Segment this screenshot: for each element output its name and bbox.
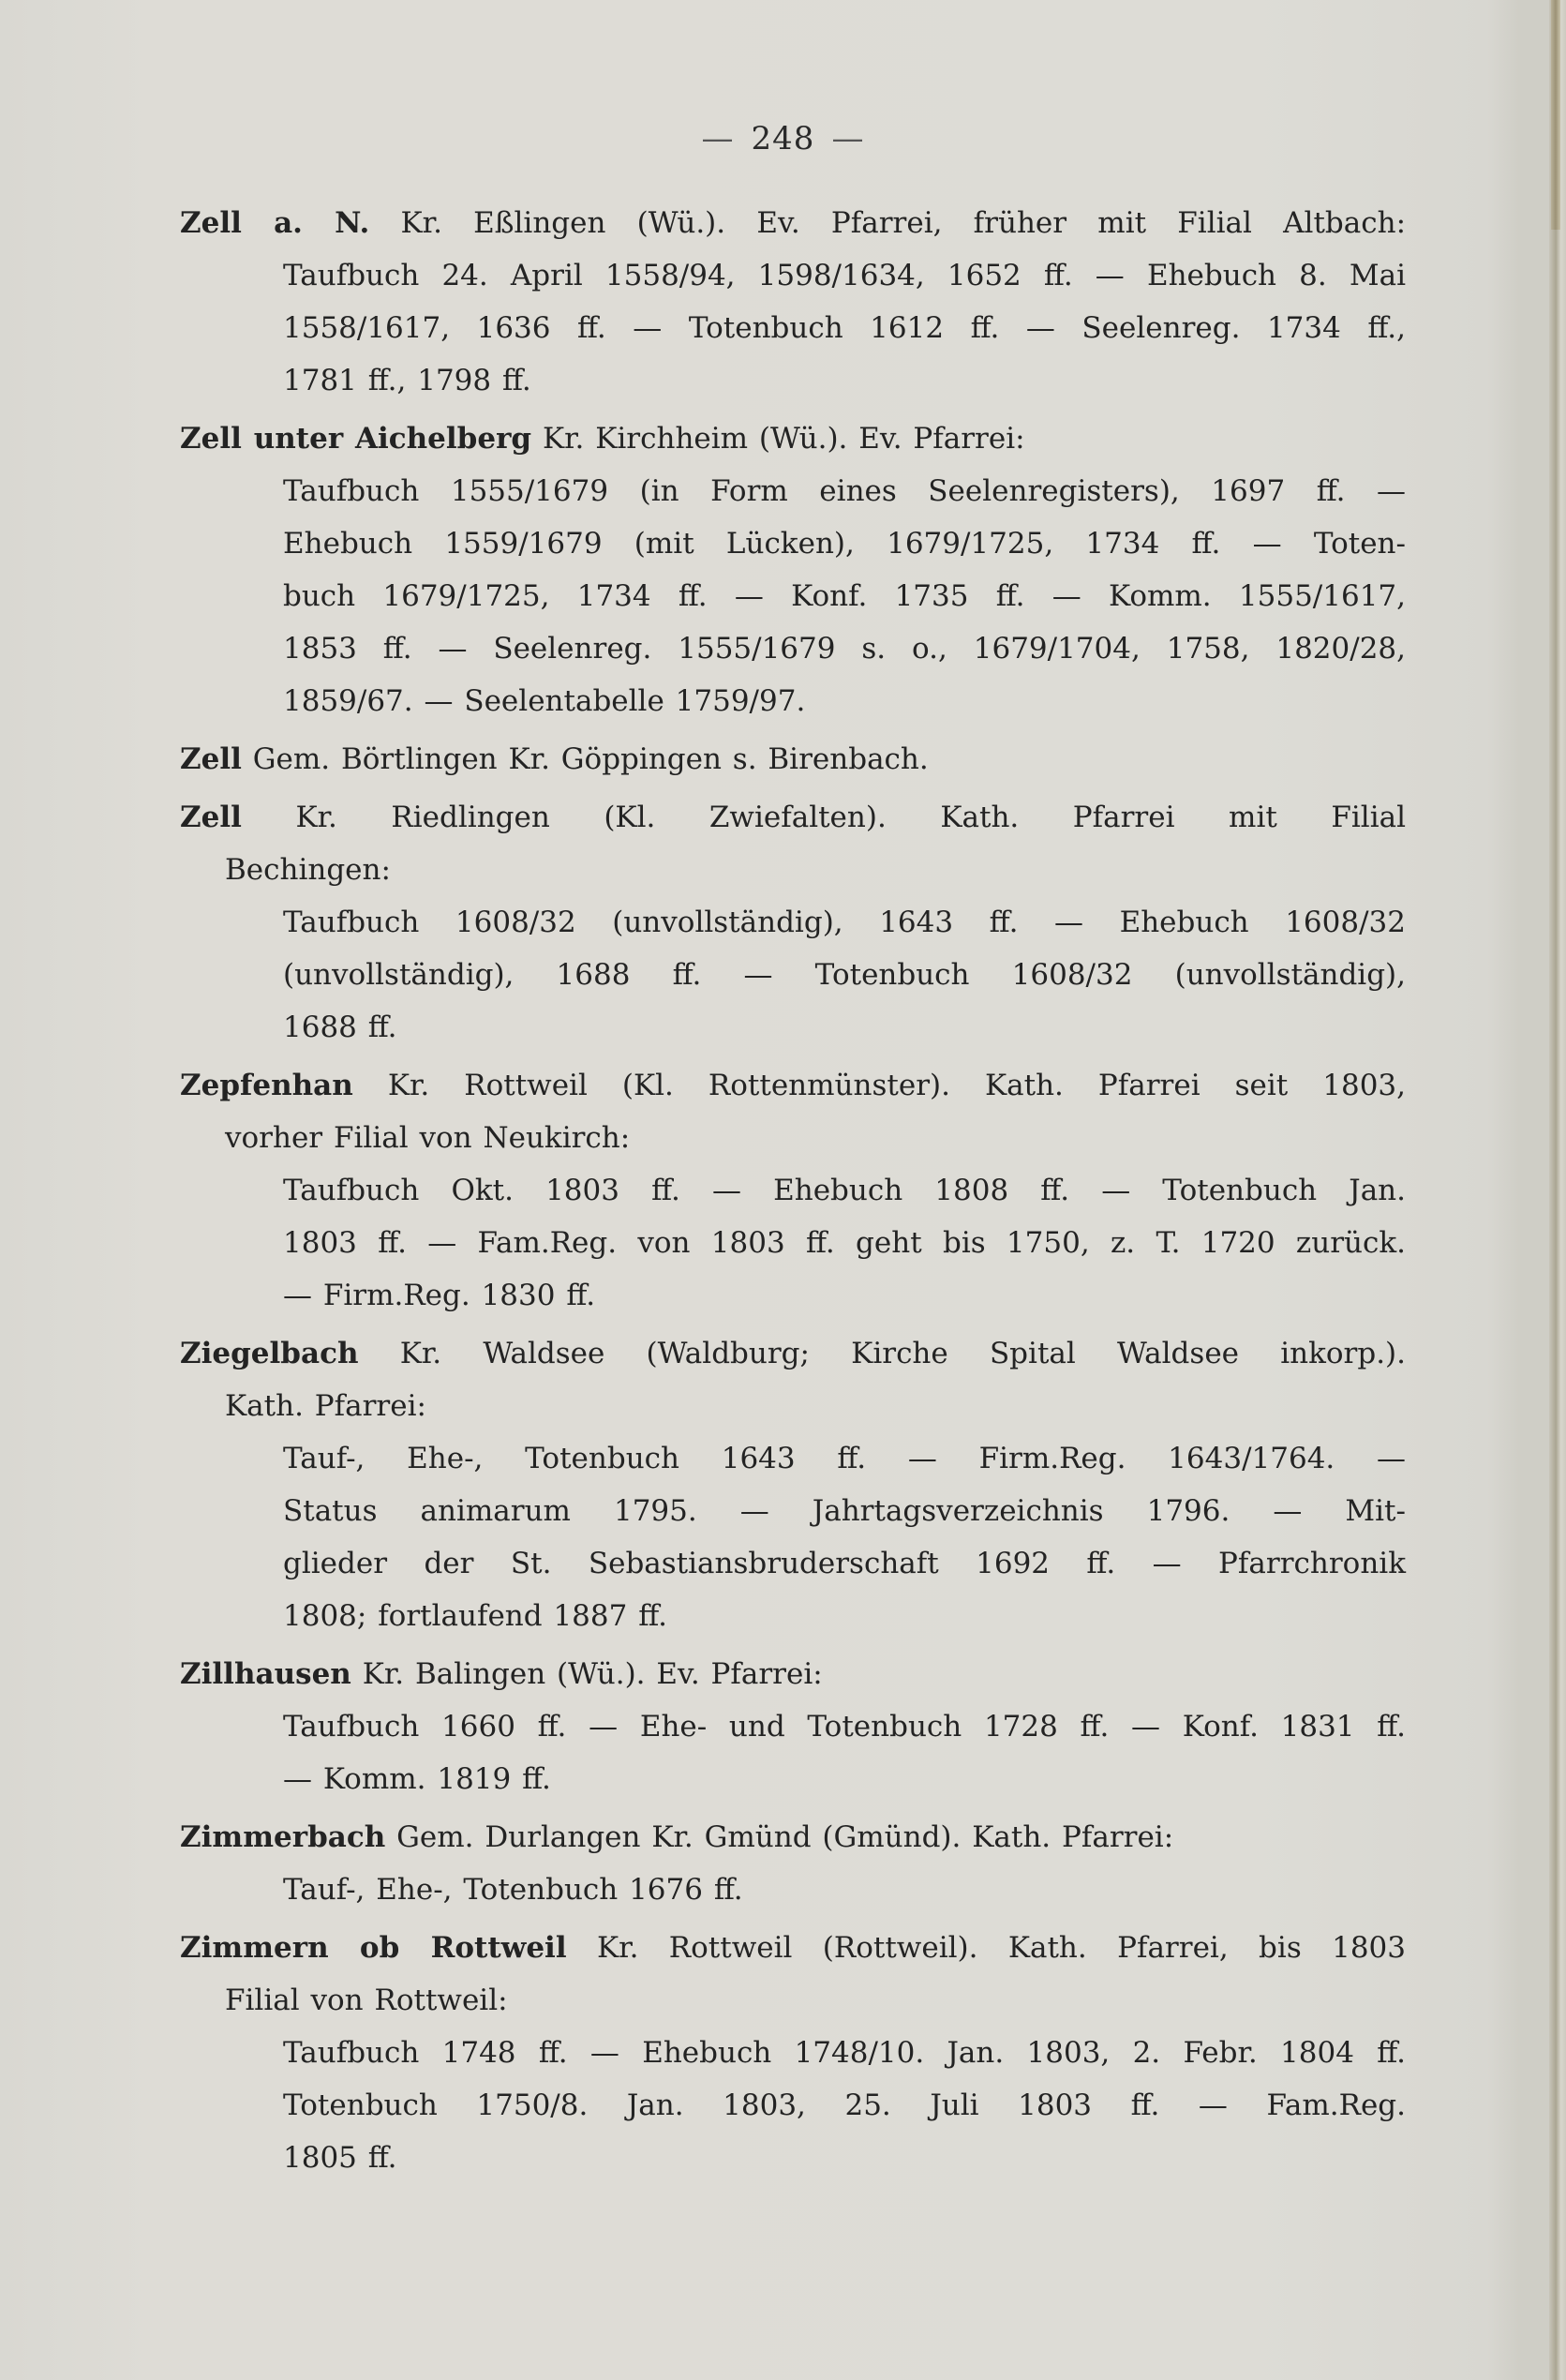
entry-body-line: Taufbuch 1608/32 (unvollständig), 1643 ff. — Ehebuch 1608/32 bbox=[283, 906, 1406, 939]
entry-zell-unter-aichelberg bbox=[180, 412, 1406, 727]
entry-heading-line bbox=[180, 412, 1406, 465]
entry-zimmern-ob-rottweil bbox=[180, 1922, 1406, 2184]
entry-body-line: — Firm.Reg. 1830 ff. bbox=[283, 1279, 596, 1312]
entry-body-line: 1558/1617, 1636 ff. — Totenbuch 1612 ff. — Seelenreg. 1734 ff., bbox=[283, 311, 1406, 345]
entry-heading-line bbox=[180, 1648, 1406, 1700]
entry-heading: Zell bbox=[180, 801, 242, 834]
entry-body-line: (unvollständig), 1688 ff. — Totenbuch 1608/32 (unvollständig), bbox=[283, 958, 1406, 992]
entry-heading: Zimmern ob Rottweil bbox=[180, 1931, 567, 1965]
entry-body-line: glieder der St. Sebastiansbruderschaft 1692 ff. — Pfarrchronik bbox=[283, 1547, 1406, 1580]
entry-body-line: Taufbuch 1748 ff. — Ehebuch 1748/10. Jan. 1803, 2. Febr. 1804 ff. bbox=[283, 2036, 1406, 2070]
page-binding-edge-top bbox=[1551, 0, 1560, 230]
entry-heading: Ziegelbach bbox=[180, 1337, 359, 1370]
entry-body-line: Taufbuch Okt. 1803 ff. — Ehebuch 1808 ff. — Totenbuch Jan. bbox=[283, 1174, 1406, 1207]
entry-zell-boertlingen bbox=[180, 733, 1406, 786]
entry-continuation-line: Bechingen: bbox=[225, 853, 391, 887]
entry-body-line: Status animarum 1795. — Jahrtagsverzeichnis 1796. — Mit- bbox=[283, 1494, 1406, 1528]
entry-body-line: Tauf-, Ehe-, Totenbuch 1643 ff. — Firm.Reg. 1643/1764. — bbox=[283, 1442, 1406, 1475]
entry-zillhausen bbox=[180, 1648, 1406, 1805]
entry-body-line: Taufbuch 1660 ff. — Ehe- und Totenbuch 1728 ff. — Konf. 1831 ff. bbox=[283, 1710, 1406, 1744]
entry-body-line: 1853 ff. — Seelenreg. 1555/1679 s. o., 1679/1704, 1758, 1820/28, bbox=[283, 632, 1406, 666]
entry-heading-rest: Kr. Waldsee (Waldburg; Kirche Spital Waldsee inkorp.). bbox=[399, 1337, 1407, 1370]
entry-heading-line bbox=[180, 733, 1406, 786]
entry-body-line: 1808; fortlaufend 1887 ff. bbox=[283, 1599, 667, 1633]
entry-ziegelbach bbox=[180, 1327, 1406, 1642]
entry-heading-rest: Kr. Riedlingen (Kl. Zwiefalten). Kath. Pfarrei mit Filial bbox=[295, 801, 1407, 834]
page-number-dash-left: — bbox=[701, 120, 735, 157]
page-binding-edge bbox=[1549, 0, 1566, 2380]
entry-body-line: 1803 ff. — Fam.Reg. von 1803 ff. geht bis 1750, z. T. 1720 zurück. bbox=[283, 1226, 1406, 1260]
entry-body-line: Ehebuch 1559/1679 (mit Lücken), 1679/1725, 1734 ff. — Toten- bbox=[283, 527, 1406, 561]
entry-body-line: 1859/67. — Seelentabelle 1759/97. bbox=[283, 684, 806, 718]
page-content bbox=[180, 197, 1406, 2190]
entry-continuation-line: Kath. Pfarrei: bbox=[225, 1389, 426, 1423]
entry-body-line: buch 1679/1725, 1734 ff. — Konf. 1735 ff. — Komm. 1555/1617, bbox=[283, 579, 1406, 613]
entry-heading-rest: Kr. Kirchheim (Wü.). Ev. Pfarrei: bbox=[542, 422, 1025, 456]
entry-heading-line bbox=[180, 197, 1406, 249]
entry-heading: Zillhausen bbox=[180, 1657, 351, 1691]
entry-body-line: Tauf-, Ehe-, Totenbuch 1676 ff. bbox=[283, 1873, 743, 1907]
entry-heading-rest: Kr. Balingen (Wü.). Ev. Pfarrei: bbox=[362, 1657, 823, 1691]
entry-zimmerbach bbox=[180, 1811, 1406, 1916]
entry-continuation-line: vorher Filial von Neukirch: bbox=[225, 1121, 631, 1155]
page-number-dash-right: — bbox=[831, 120, 865, 157]
entry-heading-rest: Kr. Eßlingen (Wü.). Ev. Pfarrei, früher mit Filial Altbach: bbox=[400, 206, 1407, 240]
page-number: 248 bbox=[751, 120, 815, 157]
entry-heading-rest: Kr. Rottweil (Rottweil). Kath. Pfarrei, bis 1803 bbox=[597, 1931, 1406, 1965]
entry-heading: Zimmerbach bbox=[180, 1820, 386, 1854]
entry-zell-a-n bbox=[180, 197, 1406, 407]
entry-body-line: 1688 ff. bbox=[283, 1010, 397, 1044]
entry-heading-line bbox=[180, 1059, 1406, 1112]
entry-body-line: 1805 ff. bbox=[283, 2141, 397, 2175]
entry-heading-line bbox=[180, 791, 1406, 844]
entry-heading: Zell a. N. bbox=[180, 206, 370, 240]
entry-body-line: — Komm. 1819 ff. bbox=[283, 1762, 551, 1796]
page-number-header bbox=[0, 120, 1566, 157]
entry-zepfenhan bbox=[180, 1059, 1406, 1322]
entry-body-line: Taufbuch 1555/1679 (in Form eines Seelenregisters), 1697 ff. — bbox=[283, 474, 1406, 508]
entry-heading-line bbox=[180, 1922, 1406, 1974]
entry-continuation-line: Filial von Rottweil: bbox=[225, 1983, 508, 2017]
entry-heading-rest: Gem. Durlangen Kr. Gmünd (Gmünd). Kath. Pfarrei: bbox=[396, 1820, 1174, 1854]
entry-heading-rest: Kr. Rottweil (Kl. Rottenmünster). Kath. Pfarrei seit 1803, bbox=[387, 1069, 1406, 1102]
entry-heading: Zell unter Aichelberg bbox=[180, 422, 532, 456]
entry-heading-line bbox=[180, 1811, 1406, 1864]
entry-heading-line bbox=[180, 1327, 1406, 1380]
entry-heading: Zell bbox=[180, 742, 242, 776]
entry-zell-riedlingen bbox=[180, 791, 1406, 1054]
entry-body-line: 1781 ff., 1798 ff. bbox=[283, 364, 531, 397]
entry-heading-rest: Gem. Börtlingen Kr. Göppingen s. Birenbach. bbox=[252, 742, 929, 776]
entry-body-line: Taufbuch 24. April 1558/94, 1598/1634, 1652 ff. — Ehebuch 8. Mai bbox=[283, 259, 1406, 292]
entry-body-line: Totenbuch 1750/8. Jan. 1803, 25. Juli 1803 ff. — Fam.Reg. bbox=[283, 2088, 1406, 2122]
entry-heading: Zepfenhan bbox=[180, 1069, 353, 1102]
